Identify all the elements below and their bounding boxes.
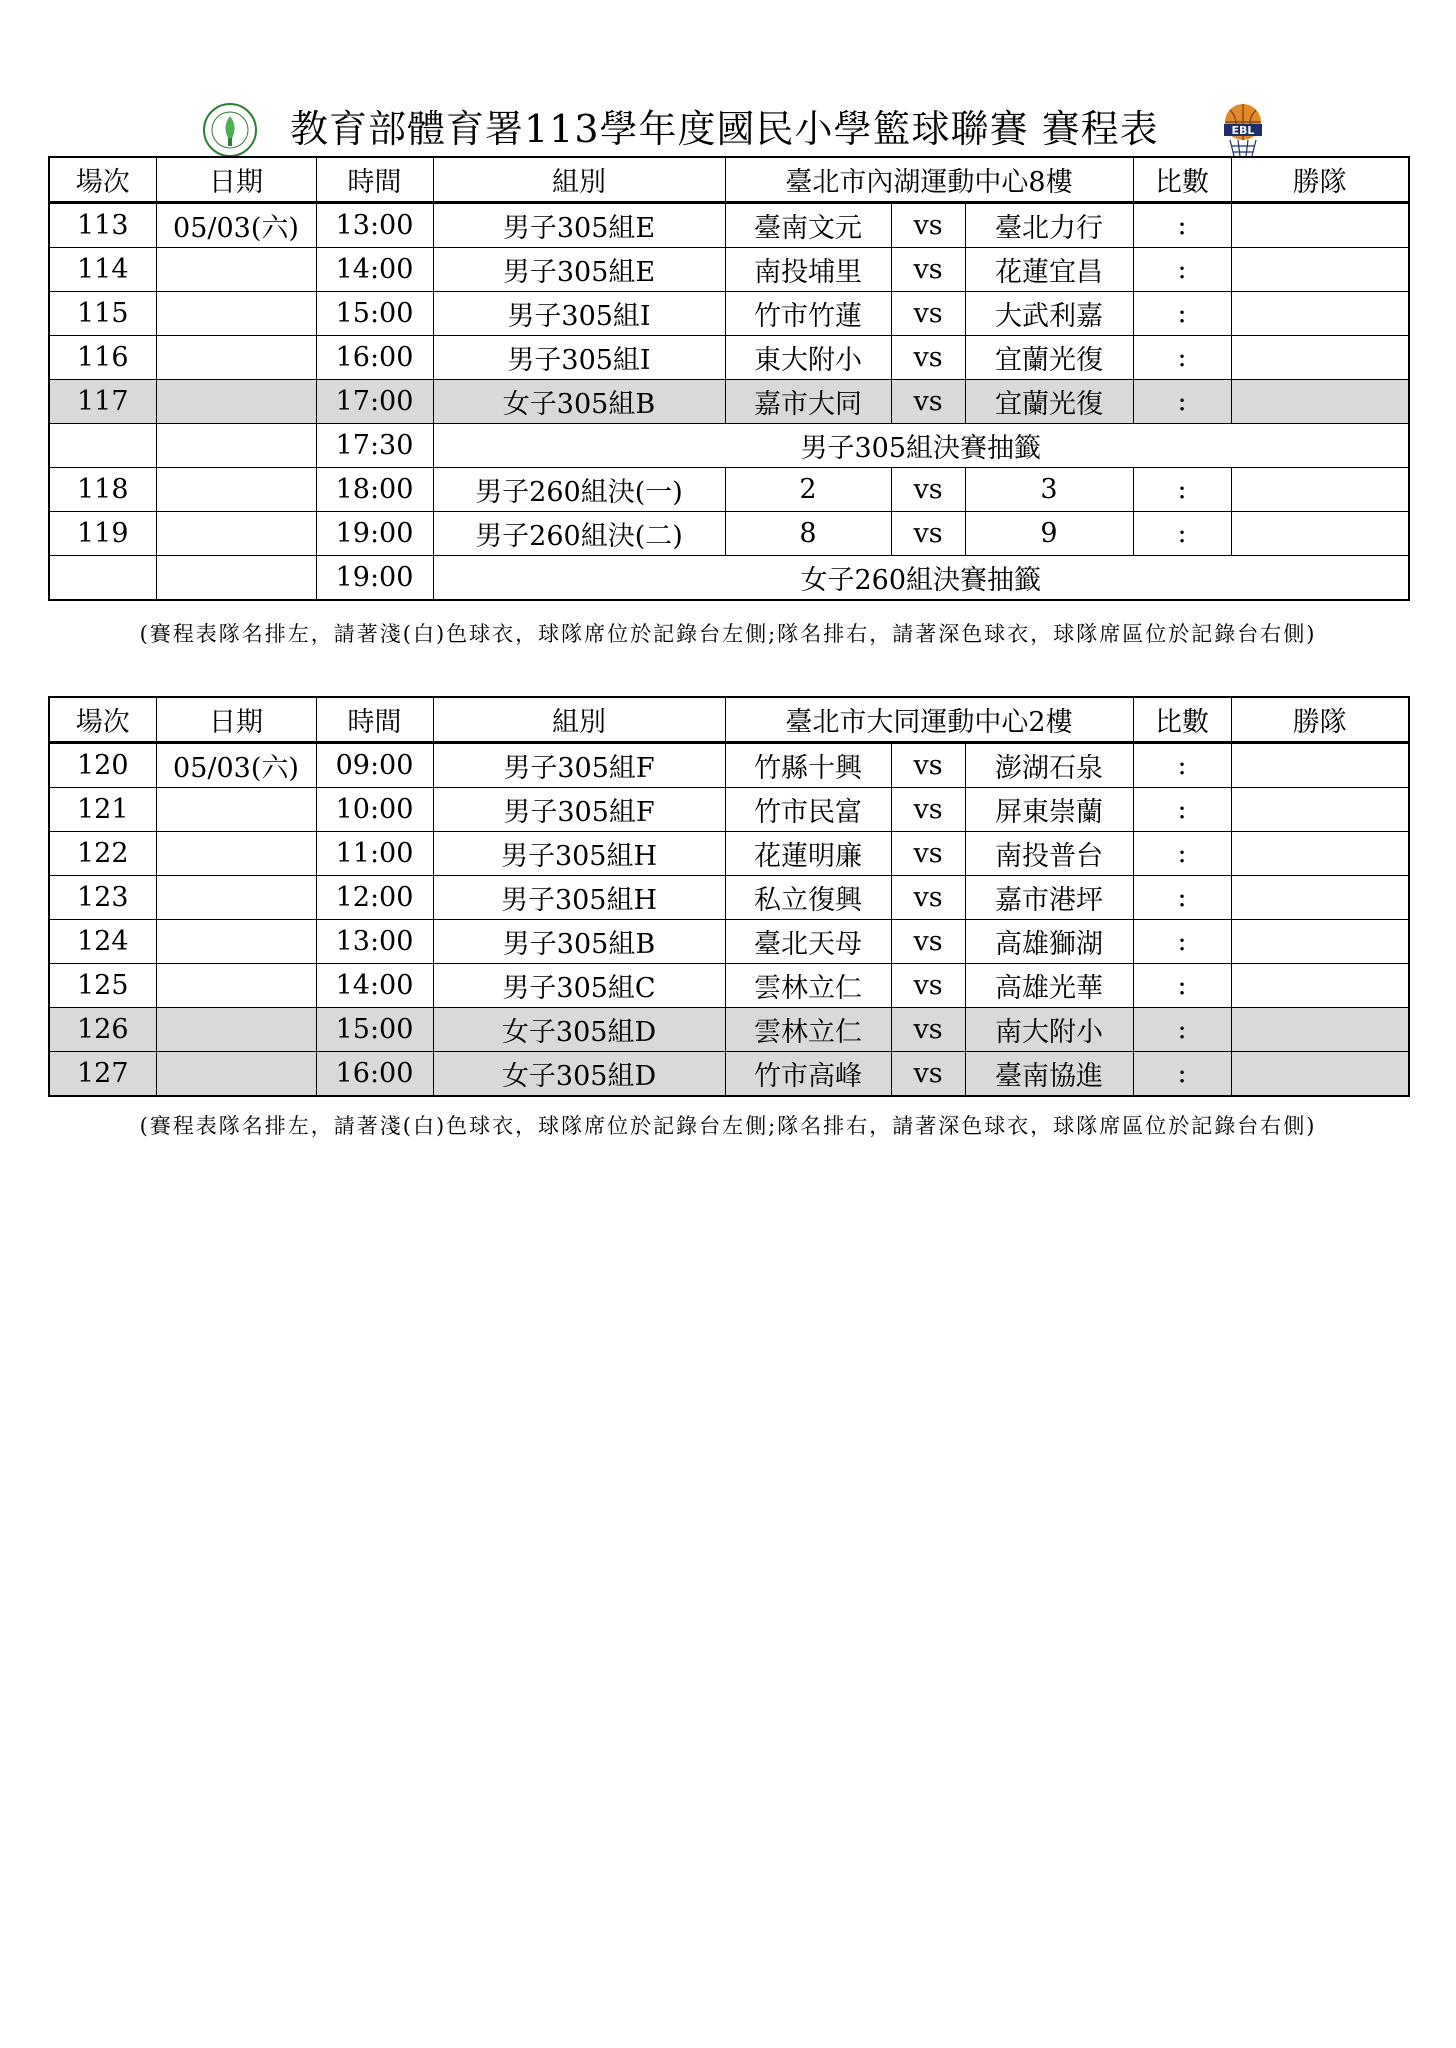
vs-label: vs [891, 964, 965, 1008]
winner-team [1231, 203, 1409, 248]
table-row [49, 556, 1409, 601]
winner-team [1231, 832, 1409, 876]
vs-label: vs [891, 292, 965, 336]
header-score: 比數 [1133, 157, 1231, 203]
ministry-seal-icon [202, 102, 258, 158]
match-group: 男子305組F [433, 743, 725, 788]
table-row [49, 380, 1409, 424]
vs-label: vs [891, 788, 965, 832]
match-no: 127 [49, 1052, 156, 1097]
match-time: 17:30 [316, 424, 433, 468]
home-team: 竹市竹蓮 [725, 292, 891, 336]
header-date: 日期 [156, 157, 316, 203]
header-venue: 臺北市大同運動中心2樓 [725, 697, 1133, 743]
match-score: : [1133, 876, 1231, 920]
match-date [156, 1008, 316, 1052]
home-team: 臺南文元 [725, 203, 891, 248]
vs-label: vs [891, 380, 965, 424]
away-team: 臺南協進 [965, 1052, 1133, 1097]
match-group: 男子305組B [433, 920, 725, 964]
match-time: 10:00 [316, 788, 433, 832]
match-no: 123 [49, 876, 156, 920]
match-time: 12:00 [316, 876, 433, 920]
match-time: 19:00 [316, 556, 433, 601]
winner-team [1231, 512, 1409, 556]
table-header-row [49, 697, 1409, 743]
vs-label: vs [891, 920, 965, 964]
match-date [156, 336, 316, 380]
match-no: 125 [49, 964, 156, 1008]
away-team: 澎湖石泉 [965, 743, 1133, 788]
match-time: 16:00 [316, 1052, 433, 1097]
match-group: 男子305組H [433, 832, 725, 876]
match-time: 09:00 [316, 743, 433, 788]
match-time: 19:00 [316, 512, 433, 556]
home-team: 南投埔里 [725, 248, 891, 292]
match-score: : [1133, 920, 1231, 964]
header-time: 時間 [316, 157, 433, 203]
home-team: 2 [725, 468, 891, 512]
match-date [156, 424, 316, 468]
match-date [156, 468, 316, 512]
ebl-logo-icon [1218, 100, 1268, 160]
winner-team [1231, 743, 1409, 788]
home-team: 8 [725, 512, 891, 556]
table-row [49, 468, 1409, 512]
match-date [156, 512, 316, 556]
draw-event: 女子260組決賽抽籤 [433, 556, 1409, 601]
away-team: 宜蘭光復 [965, 336, 1133, 380]
table-row [49, 743, 1409, 788]
match-score: : [1133, 1052, 1231, 1097]
match-no: 118 [49, 468, 156, 512]
away-team: 高雄獅湖 [965, 920, 1133, 964]
match-group: 女子305組B [433, 380, 725, 424]
match-time: 13:00 [316, 920, 433, 964]
svg-text:EBL: EBL [1231, 124, 1255, 137]
away-team: 屏東崇蘭 [965, 788, 1133, 832]
home-team: 臺北天母 [725, 920, 891, 964]
header-time: 時間 [316, 697, 433, 743]
match-no: 117 [49, 380, 156, 424]
match-group: 男子260組決(二) [433, 512, 725, 556]
away-team: 宜蘭光復 [965, 380, 1133, 424]
header-winner: 勝隊 [1231, 697, 1409, 743]
match-no: 122 [49, 832, 156, 876]
home-team: 花蓮明廉 [725, 832, 891, 876]
home-team: 嘉市大同 [725, 380, 891, 424]
match-no: 116 [49, 336, 156, 380]
vs-label: vs [891, 512, 965, 556]
match-date [156, 920, 316, 964]
winner-team [1231, 964, 1409, 1008]
home-team: 雲林立仁 [725, 1008, 891, 1052]
match-time: 17:00 [316, 380, 433, 424]
match-score: : [1133, 248, 1231, 292]
match-group: 男子305組C [433, 964, 725, 1008]
match-score: : [1133, 336, 1231, 380]
jersey-note: (賽程表隊名排左，請著淺(白)色球衣，球隊席位於記錄台左側;隊名排右，請著深色球衣，球隊席區位於記錄台右側) [139, 1114, 1317, 1138]
match-group: 男子260組決(一) [433, 468, 725, 512]
match-date [156, 964, 316, 1008]
winner-team [1231, 336, 1409, 380]
table-header-row [49, 157, 1409, 203]
table-row [49, 964, 1409, 1008]
match-no: 113 [49, 203, 156, 248]
match-time: 14:00 [316, 964, 433, 1008]
vs-label: vs [891, 468, 965, 512]
match-no: 119 [49, 512, 156, 556]
home-team: 雲林立仁 [725, 964, 891, 1008]
match-time: 13:00 [316, 203, 433, 248]
home-team: 竹市高峰 [725, 1052, 891, 1097]
winner-team [1231, 1008, 1409, 1052]
match-date: 05/03(六) [156, 743, 316, 788]
vs-label: vs [891, 876, 965, 920]
match-no: 124 [49, 920, 156, 964]
match-score: : [1133, 788, 1231, 832]
match-no: 114 [49, 248, 156, 292]
home-team: 私立復興 [725, 876, 891, 920]
page-title: 教育部體育署113學年度國民小學籃球聯賽 賽程表 [290, 107, 1159, 151]
match-score: : [1133, 203, 1231, 248]
match-score: : [1133, 832, 1231, 876]
home-team: 竹縣十興 [725, 743, 891, 788]
match-group: 女子305組D [433, 1052, 725, 1097]
header-group: 組別 [433, 697, 725, 743]
away-team: 南投普台 [965, 832, 1133, 876]
vs-label: vs [891, 336, 965, 380]
vs-label: vs [891, 203, 965, 248]
vs-label: vs [891, 832, 965, 876]
table-row [49, 512, 1409, 556]
winner-team [1231, 1052, 1409, 1097]
winner-team [1231, 248, 1409, 292]
away-team: 嘉市港坪 [965, 876, 1133, 920]
vs-label: vs [891, 1052, 965, 1097]
away-team: 大武利嘉 [965, 292, 1133, 336]
match-no: 121 [49, 788, 156, 832]
match-date: 05/03(六) [156, 203, 316, 248]
table-row [49, 832, 1409, 876]
match-no: 120 [49, 743, 156, 788]
match-time: 18:00 [316, 468, 433, 512]
match-no [49, 424, 156, 468]
match-no: 115 [49, 292, 156, 336]
schedule-table-datong [48, 696, 1410, 1097]
match-group: 男子305組H [433, 876, 725, 920]
away-team: 花蓮宜昌 [965, 248, 1133, 292]
header-score: 比數 [1133, 697, 1231, 743]
winner-team [1231, 788, 1409, 832]
match-date [156, 292, 316, 336]
match-group: 男子305組I [433, 336, 725, 380]
home-team: 竹市民富 [725, 788, 891, 832]
vs-label: vs [891, 1008, 965, 1052]
away-team: 3 [965, 468, 1133, 512]
winner-team [1231, 468, 1409, 512]
match-group: 女子305組D [433, 1008, 725, 1052]
match-time: 15:00 [316, 292, 433, 336]
match-time: 15:00 [316, 1008, 433, 1052]
match-group: 男子305組E [433, 248, 725, 292]
table-row [49, 788, 1409, 832]
match-time: 14:00 [316, 248, 433, 292]
match-score: : [1133, 964, 1231, 1008]
table-row [49, 920, 1409, 964]
winner-team [1231, 380, 1409, 424]
table-row [49, 336, 1409, 380]
away-team: 臺北力行 [965, 203, 1133, 248]
match-score: : [1133, 743, 1231, 788]
match-score: : [1133, 292, 1231, 336]
match-no: 126 [49, 1008, 156, 1052]
table-row [49, 203, 1409, 248]
match-no [49, 556, 156, 601]
header-winner: 勝隊 [1231, 157, 1409, 203]
away-team: 9 [965, 512, 1133, 556]
match-group: 男子305組I [433, 292, 725, 336]
match-score: : [1133, 380, 1231, 424]
match-date [156, 832, 316, 876]
vs-label: vs [891, 743, 965, 788]
match-date [156, 1052, 316, 1097]
match-time: 11:00 [316, 832, 433, 876]
schedule-table-neihu [48, 156, 1410, 601]
match-date [156, 556, 316, 601]
table-row [49, 424, 1409, 468]
header-date: 日期 [156, 697, 316, 743]
header-no: 場次 [49, 697, 156, 743]
match-date [156, 876, 316, 920]
header-no: 場次 [49, 157, 156, 203]
home-team: 東大附小 [725, 336, 891, 380]
table-row [49, 1008, 1409, 1052]
winner-team [1231, 876, 1409, 920]
away-team: 高雄光華 [965, 964, 1133, 1008]
draw-event: 男子305組決賽抽籤 [433, 424, 1409, 468]
table-row [49, 876, 1409, 920]
match-time: 16:00 [316, 336, 433, 380]
header-group: 組別 [433, 157, 725, 203]
match-group: 男子305組F [433, 788, 725, 832]
match-group: 男子305組E [433, 203, 725, 248]
winner-team [1231, 292, 1409, 336]
away-team: 南大附小 [965, 1008, 1133, 1052]
match-score: : [1133, 512, 1231, 556]
winner-team [1231, 920, 1409, 964]
vs-label: vs [891, 248, 965, 292]
table-row [49, 248, 1409, 292]
page-header [0, 100, 1456, 160]
match-score: : [1133, 1008, 1231, 1052]
jersey-note: (賽程表隊名排左，請著淺(白)色球衣，球隊席位於記錄台左側;隊名排右，請著深色球衣，球隊席區位於記錄台右側) [139, 622, 1317, 646]
table-row [49, 292, 1409, 336]
match-date [156, 380, 316, 424]
match-score: : [1133, 468, 1231, 512]
table-row [49, 1052, 1409, 1097]
match-date [156, 248, 316, 292]
match-date [156, 788, 316, 832]
header-venue: 臺北市內湖運動中心8樓 [725, 157, 1133, 203]
